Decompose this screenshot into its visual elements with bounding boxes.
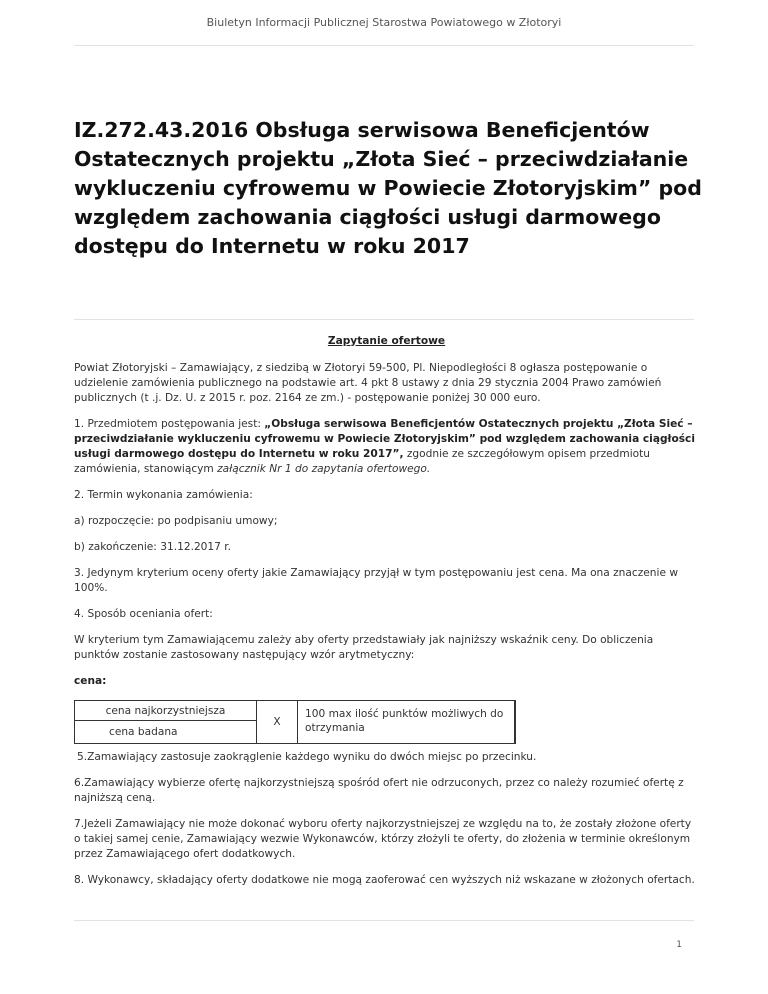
paragraph-4-text: W kryterium tym Zamawiającemu zależy aby oferty przedstawiały jak najniższy wskaźnik ceny. Do obliczenia punktów zostanie zastosowany następujący wzór arytmetyczny: (74, 634, 654, 661)
p1-suffix: zgodnie ze szczegółowym opisem przedmiotu zamówienia, stanowiącym (74, 448, 651, 475)
paragraph-5: 5.Zamawiający zastosuje zaokrąglenie każdego wyniku do dwóch miejsc po przecinku. (77, 751, 537, 763)
document-body (74, 334, 699, 899)
paragraph-8: 8. Wykonawcy, składający oferty dodatkowe nie mogą zaoferować cen wyższych niż wskazane w złożonych ofertach. (74, 874, 695, 886)
p1-subject: „Obsługa serwisowa Beneficjentów Ostatecznych projektu „Złota Sieć – przeciwdziałanie wykluczeniu cyfrowemu w Powiecie Złotoryjskim” pod względem zachowania ciągłości usługi darmowego dostępu do Internetu w roku 2017”, (74, 418, 695, 460)
site-header: Biuletyn Informacji Publicznej Starostwa Powiatowego w Złotoryi (74, 0, 694, 46)
formula-multiplier: 100 max ilość punktów możliwych do otrzymania (305, 708, 504, 734)
paragraph-2: 2. Termin wykonania zamówienia: (74, 489, 253, 501)
paragraph-3: 3. Jedynym kryterium oceny oferty jakie Zamawiający przyjął w tym postępowaniu jest cena. Ma ona znaczenie w 100%. (74, 567, 678, 594)
divider (74, 319, 694, 320)
section-heading: Zapytanie ofertowe (327, 335, 446, 347)
page-number: 1 (676, 940, 682, 950)
paragraph-7: 7.Jeżeli Zamawiający nie może dokonać wyboru oferty najkorzystniejszej ze względu na to, że zostały złożone oferty o takiej samej cenie, Zamawiający wezwie Wykonawców, którzy złożyli te oferty, do złożenia w terminie określonym przez Zamawiającego ofert dodatkowych. (74, 818, 692, 860)
document-title: IZ.272.43.2016 Obsługa serwisowa Beneficjentów Ostatecznych projektu „Złota Sieć – przeciwdziałanie wykluczeniu cyfrowemu w Powiecie Złotoryjskim” pod względem zachowania ciągłości usługi darmowego dostępu do Internetu w roku 2017 (74, 118, 702, 258)
formula-numerator: cena najkorzystniejsza (75, 701, 256, 721)
cena-label: cena: (74, 675, 107, 687)
p1-prefix: 1. Przedmiotem postępowania jest: (74, 418, 265, 430)
paragraph-4: 4. Sposób oceniania ofert: (74, 608, 213, 620)
price-formula-table (74, 700, 516, 744)
intro-paragraph: Powiat Złotoryjski – Zamawiający, z siedzibą w Złotoryi 59-500, Pl. Niepodległości 8 ogłasza postępowanie o udzielenie zamówienia publicznego na podstawie art. 4 pkt 8 ustawy z dnia 29 stycznia 2004 Prawo zamówień publicznych (t .j. Dz. U. z 2015 r. poz. 2164 ze zm.) - postępowanie poniżej 30 000 euro. (74, 362, 662, 404)
formula-denominator: cena badana (109, 726, 178, 738)
paragraph-2a: a) rozpoczęcie: po podpisaniu umowy; (74, 515, 278, 527)
formula-operator: X (256, 701, 298, 743)
paragraph-6: 6.Zamawiający wybierze ofertę najkorzystniejszą spośród ofert nie odrzuconych, przez co należy rozumieć ofertę z najniższą ceną. (74, 777, 684, 804)
paragraph-2b: b) zakończenie: 31.12.2017 r. (74, 541, 232, 553)
p1-attachment-ref: załącznik Nr 1 do zapytania ofertowego. (217, 463, 431, 475)
footer-divider (74, 920, 694, 921)
paragraph-1 (74, 417, 699, 477)
